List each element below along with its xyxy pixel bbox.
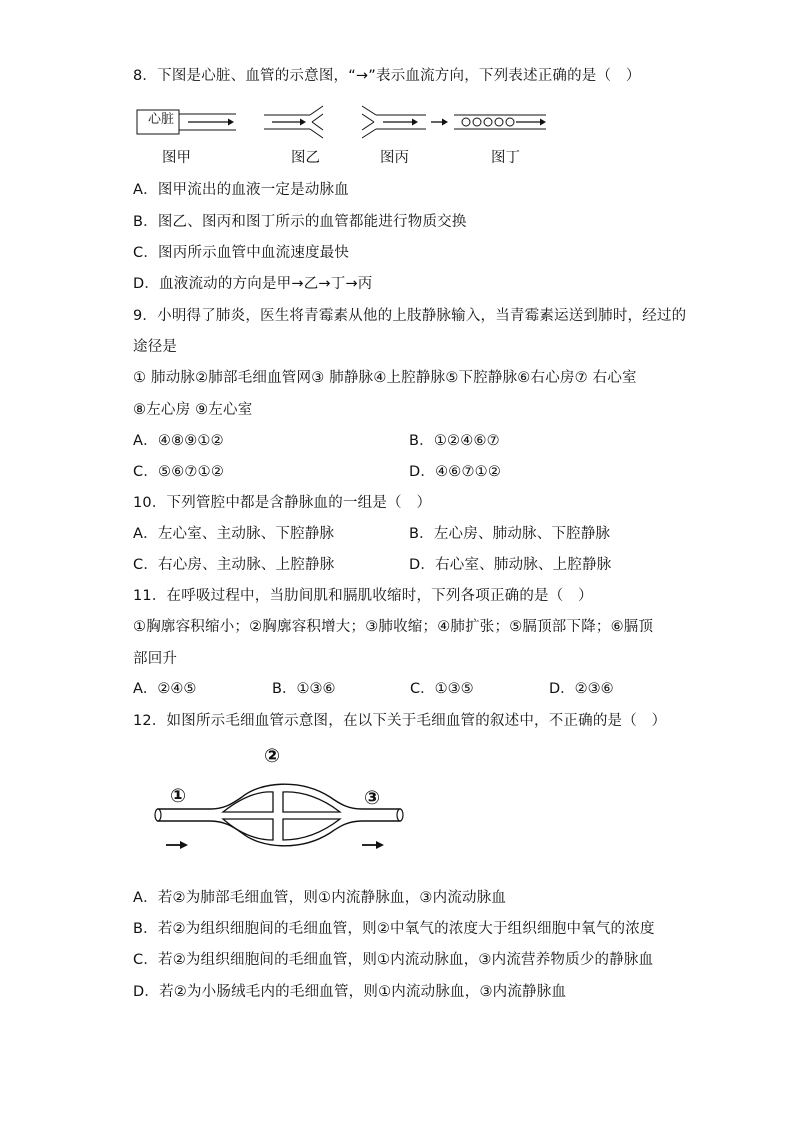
label-capillary-2: ② <box>264 745 281 767</box>
fig-label-bing: 图丙 <box>380 150 409 166</box>
artery-diagram <box>264 106 323 138</box>
q9-option-a: A．④⑧⑨①② <box>133 433 224 449</box>
fig-label-ding: 图丁 <box>491 150 520 166</box>
q12-option-a: A．若②为肺部毛细血管，则①内流静脉血，③内流动脉血 <box>133 890 507 906</box>
q9-items-line1: ① 肺动脉②肺部毛细血管网③ 肺静脉④上腔静脉⑤下腔静脉⑥右心房⑦ 右心室 <box>133 370 637 386</box>
label-vessel-3: ③ <box>364 787 381 809</box>
q12-stem: 12．如图所示毛细血管示意图，在以下关于毛细血管的叙述中，不正确的是（ ） <box>133 713 667 729</box>
q11-option-c: C．①③⑤ <box>410 681 474 697</box>
blood-cell-icon <box>473 118 481 126</box>
q8-stem: 8．下图是心脏、血管的示意图，“→”表示血流方向，下列表述正确的是（ ） <box>133 68 641 84</box>
label-vessel-1: ① <box>170 785 187 807</box>
q11-option-b: B．①③⑥ <box>272 681 336 697</box>
q10-option-b: B．左心房、肺动脉、下腔静脉 <box>409 526 611 542</box>
q8-option-a: A．图甲流出的血液一定是动脉血 <box>133 182 349 198</box>
vein-diagram <box>362 106 426 138</box>
fig-label-jia: 图甲 <box>162 150 191 166</box>
q9-option-b: B．①②④⑥⑦ <box>409 433 500 449</box>
heart-box-label: 心脏 <box>147 112 174 127</box>
q8-option-b: B．图乙、图丙和图丁所示的血管都能进行物质交换 <box>133 214 467 230</box>
q11-items-line1: ①胸廓容积缩小；②胸廓容积增大；③肺收缩；④肺扩张；⑤膈顶部下降；⑥膈顶 <box>133 619 654 635</box>
q12-option-b: B．若②为组织细胞间的毛细血管，则②中氧气的浓度大于组织细胞中氧气的浓度 <box>133 921 655 937</box>
q9-option-d: D．④⑥⑦①② <box>409 464 502 480</box>
q10-option-c: C．右心房、主动脉、上腔静脉 <box>133 557 335 573</box>
q11-stem: 11．在呼吸过程中，当肋间肌和膈肌收缩时，下列各项正确的是（ ） <box>133 588 593 604</box>
q9-stem-line2: 途径是 <box>133 339 178 355</box>
fig-label-yi: 图乙 <box>291 150 320 166</box>
q11-option-a: A．②④⑤ <box>133 681 197 697</box>
q9-option-c: C．⑤⑥⑦①② <box>133 464 225 480</box>
blood-cell-icon <box>506 118 514 126</box>
q12-option-d: D．若②为小肠绒毛内的毛细血管，则①内流动脉血，③内流静脉血 <box>133 984 567 1000</box>
blood-cell-icon <box>484 118 492 126</box>
q9-items-line2: ⑧左心房 ⑨左心室 <box>133 402 253 418</box>
blood-cell-icon <box>462 118 470 126</box>
q8-figure <box>130 104 560 144</box>
q9-stem-line1: 9．小明得了肺炎，医生将青霉素从他的上肢静脉输入，当青霉素运送到肺时，经过的 <box>133 308 687 324</box>
q12-option-c: C．若②为组织细胞间的毛细血管，则①内流动脉血，③内流营养物质少的静脉血 <box>133 952 654 968</box>
q11-option-d: D．②③⑥ <box>549 681 614 697</box>
q10-stem: 10．下列管腔中都是含静脉血的一组是（ ） <box>133 495 432 511</box>
capillary-diagram <box>431 115 546 129</box>
q8-option-c: C．图丙所示血管中血流速度最快 <box>133 245 350 261</box>
blood-cell-icon <box>495 118 503 126</box>
q10-option-a: A．左心室、主动脉、下腔静脉 <box>133 526 335 542</box>
q11-items-line2: 部回升 <box>133 651 178 667</box>
q8-option-d: D．血液流动的方向是甲→乙→丁→丙 <box>133 276 373 292</box>
q10-option-d: D．右心室、肺动脉、上腔静脉 <box>409 557 612 573</box>
